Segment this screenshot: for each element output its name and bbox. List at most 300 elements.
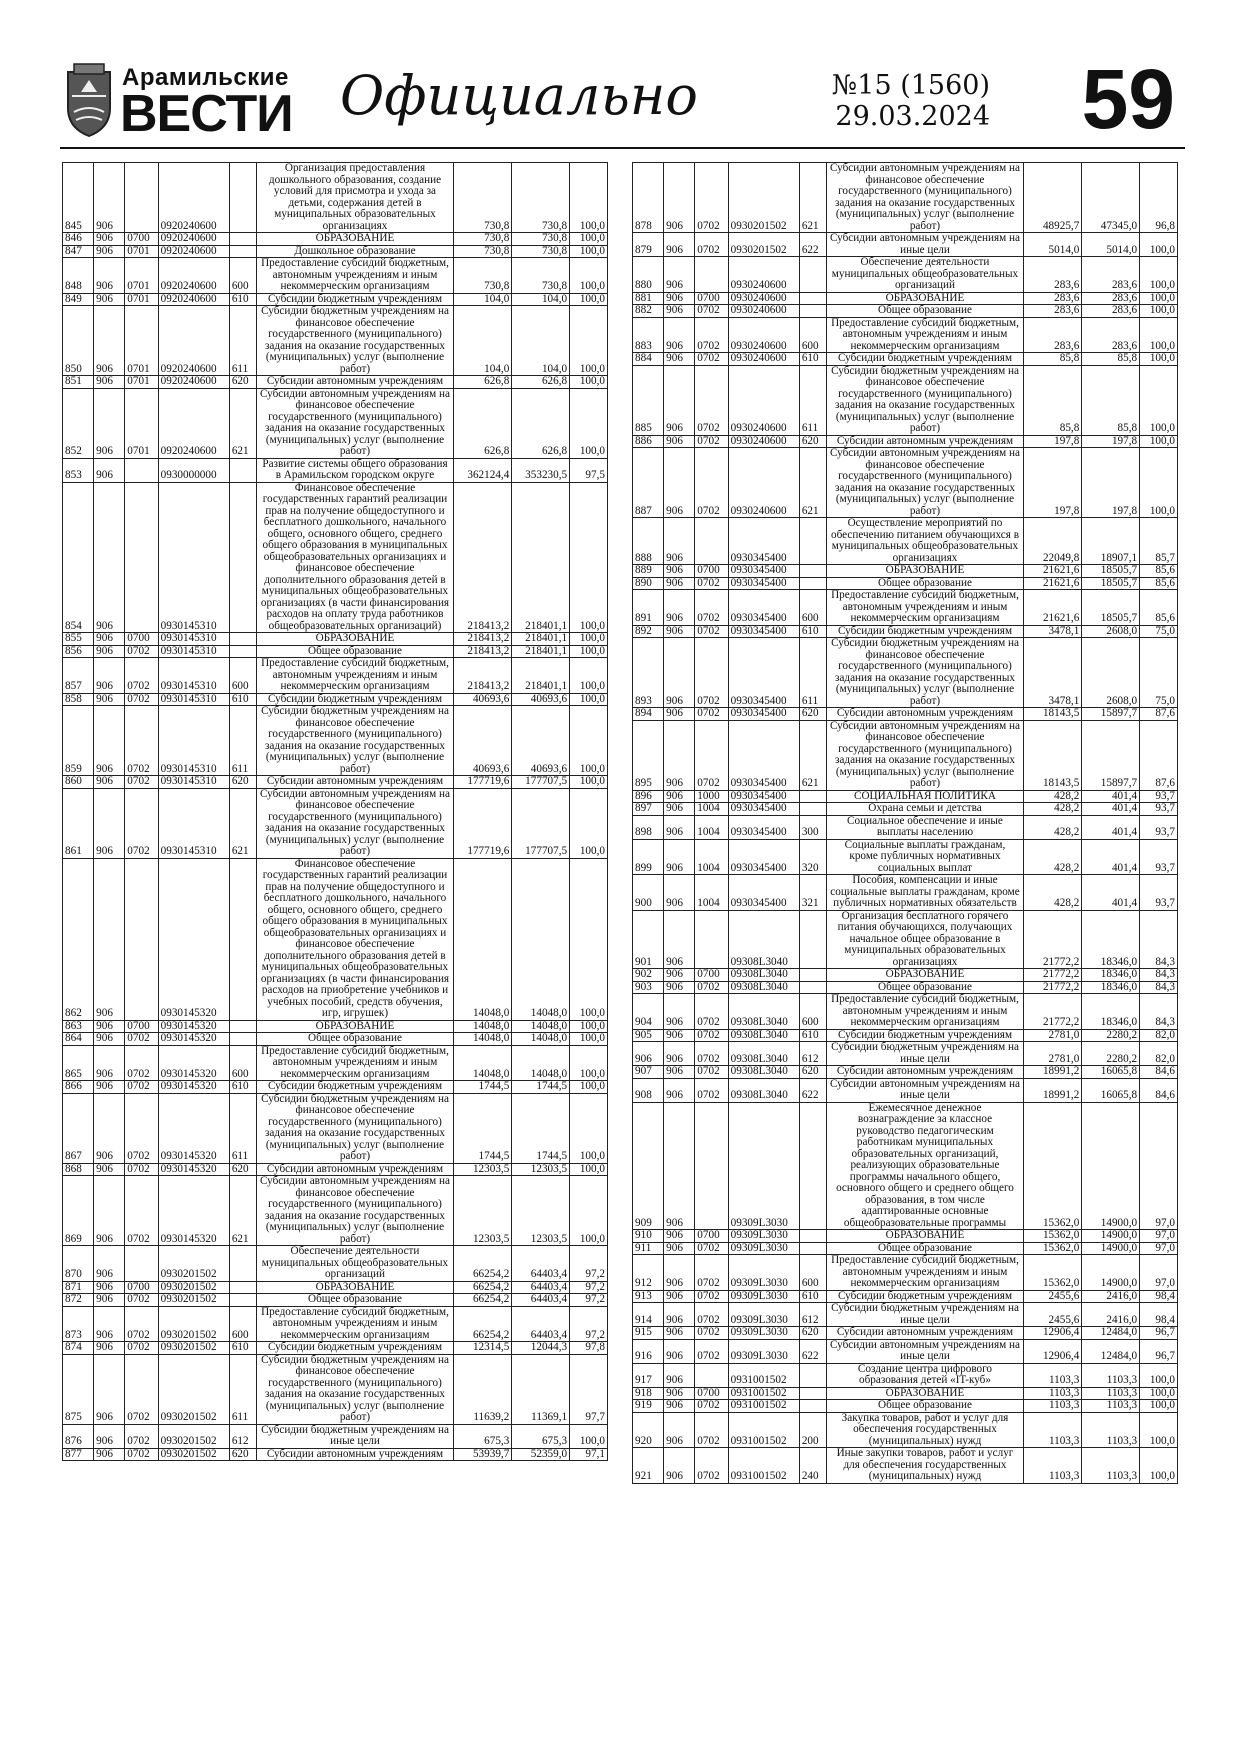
section-code: 0702: [695, 1029, 728, 1042]
target-article-code: 0920240600: [158, 306, 229, 376]
description: Осуществление мероприятий по обеспечению питанием обучающихся в муниципальных общеобразовательных организациях: [826, 518, 1024, 565]
grbs-code: 906: [664, 969, 695, 982]
grbs-code: 906: [94, 1342, 125, 1355]
row-number: 871: [63, 1281, 94, 1294]
grbs-code: 906: [94, 1354, 125, 1424]
section-code: [695, 1102, 728, 1230]
expense-type-code: 610: [799, 353, 826, 366]
percent-executed: 97,1: [570, 1448, 608, 1461]
expense-type-code: 600: [229, 658, 256, 694]
issue-number: №15 (1560): [831, 70, 990, 101]
grbs-code: 906: [664, 1387, 695, 1400]
percent-executed: 100,0: [570, 706, 608, 776]
planned-amount: 14048,0: [454, 1045, 512, 1081]
section-code: 0701: [125, 293, 158, 306]
planned-amount: 15362,0: [1024, 1230, 1082, 1243]
planned-amount: 21621,6: [1024, 577, 1082, 590]
grbs-code: 906: [664, 994, 695, 1030]
planned-amount: 1103,3: [1024, 1448, 1082, 1484]
description: Общее образование: [256, 1033, 454, 1046]
description: Субсидии бюджетным учреждениям на финансовое обеспечение государственного (муниципального) задания на оказание государственных (муниципальных) услуг (выполнение работ): [256, 306, 454, 376]
expense-type-code: 610: [799, 1029, 826, 1042]
description: Субсидии автономным учреждениям: [256, 376, 454, 389]
table-row: [633, 1242, 1178, 1255]
grbs-code: 906: [94, 858, 125, 1020]
table-row: [633, 981, 1178, 994]
row-number: 917: [633, 1363, 664, 1387]
target-article-code: 09308L3040: [728, 910, 799, 969]
percent-executed: 100,0: [1140, 435, 1178, 448]
section-code: 0701: [125, 306, 158, 376]
percent-executed: 100,0: [1140, 1412, 1178, 1448]
section-code: 0702: [695, 720, 728, 790]
target-article-code: 09309L3030: [728, 1255, 799, 1291]
section-code: [695, 518, 728, 565]
logo-line-main: ВЕСТИ: [120, 85, 293, 143]
percent-executed: 96,7: [1140, 1339, 1178, 1363]
row-number: 860: [63, 776, 94, 789]
description: Охрана семьи и детства: [826, 803, 1024, 816]
planned-amount: 40693,6: [454, 693, 512, 706]
section-code: 0702: [125, 1176, 158, 1246]
description: Субсидии бюджетным учреждениям: [826, 1029, 1024, 1042]
target-article-code: 09308L3040: [728, 1042, 799, 1066]
expense-type-code: [229, 482, 256, 633]
expense-type-code: [229, 633, 256, 646]
description: Организация бесплатного горячего питания обучающихся, получающих начальное общее образование в муниципальных образовательных организациях: [826, 910, 1024, 969]
table-row: [63, 245, 608, 258]
target-article-code: 0930201502: [158, 1294, 229, 1307]
description: Предоставление субсидий бюджетным, автономным учреждениям и иным некоммерческим организациям: [256, 1306, 454, 1342]
description: Финансовое обеспечение государственных гарантий реализации прав на получение общедоступного и бесплатного дошкольного, начального общего, основного общего, среднего общего образования в муниципальных общеобразовательных организациях и финансовое обеспечение дополнительного образования детей в муниципальных общеобразовательных организациях (в части финансирования расходов на оплату труда работников общеобразовательных организаций): [256, 482, 454, 633]
table-row: [63, 658, 608, 694]
city-crest-icon: [64, 62, 114, 138]
right-column: [632, 162, 1178, 1484]
target-article-code: 0920240600: [158, 163, 229, 233]
expense-type-code: 610: [229, 1342, 256, 1355]
planned-amount: 283,6: [1024, 317, 1082, 353]
actual-amount: 730,8: [512, 233, 570, 246]
actual-amount: 16065,8: [1082, 1066, 1140, 1079]
target-article-code: 0930345400: [728, 577, 799, 590]
row-number: 916: [633, 1339, 664, 1363]
section-code: 0702: [125, 693, 158, 706]
percent-executed: 100,0: [1140, 353, 1178, 366]
row-number: 867: [63, 1093, 94, 1163]
row-number: 920: [633, 1412, 664, 1448]
actual-amount: 12303,5: [512, 1163, 570, 1176]
planned-amount: 21772,2: [1024, 969, 1082, 982]
table-row: [633, 353, 1178, 366]
grbs-code: 906: [94, 1093, 125, 1163]
expense-type-code: [799, 1363, 826, 1387]
expense-type-code: [229, 1246, 256, 1282]
row-number: 857: [63, 658, 94, 694]
row-number: 905: [633, 1029, 664, 1042]
expense-type-code: [799, 292, 826, 305]
percent-executed: 100,0: [570, 163, 608, 233]
percent-executed: 93,7: [1140, 875, 1178, 911]
expense-type-code: [799, 1102, 826, 1230]
target-article-code: 09308L3040: [728, 1029, 799, 1042]
newspaper-logo: [64, 60, 314, 142]
planned-amount: 626,8: [454, 388, 512, 458]
grbs-code: 906: [94, 458, 125, 482]
target-article-code: 09308L3040: [728, 981, 799, 994]
actual-amount: 730,8: [512, 245, 570, 258]
target-article-code: 0930201502: [728, 233, 799, 257]
grbs-code: 906: [664, 981, 695, 994]
row-number: 873: [63, 1306, 94, 1342]
grbs-code: 906: [664, 590, 695, 626]
target-article-code: 0930145320: [158, 1093, 229, 1163]
actual-amount: 401,4: [1082, 815, 1140, 839]
percent-executed: 100,0: [1140, 257, 1178, 293]
grbs-code: 906: [94, 1020, 125, 1033]
actual-amount: 218401,1: [512, 633, 570, 646]
expense-type-code: 621: [229, 788, 256, 858]
description: Предоставление субсидий бюджетным, автономным учреждениям и иным некоммерческим организациям: [826, 994, 1024, 1030]
actual-amount: 218401,1: [512, 658, 570, 694]
grbs-code: 906: [664, 1363, 695, 1387]
row-number: 890: [633, 577, 664, 590]
description: Предоставление субсидий бюджетным, автономным учреждениям и иным некоммерческим организациям: [826, 590, 1024, 626]
planned-amount: 1103,3: [1024, 1387, 1082, 1400]
actual-amount: 104,0: [512, 306, 570, 376]
actual-amount: 14900,0: [1082, 1242, 1140, 1255]
actual-amount: 1103,3: [1082, 1412, 1140, 1448]
table-row: [633, 233, 1178, 257]
section-code: 0701: [125, 376, 158, 389]
table-row: [633, 435, 1178, 448]
description: Общее образование: [826, 305, 1024, 318]
expense-type-code: [799, 305, 826, 318]
row-number: 851: [63, 376, 94, 389]
section-code: 0702: [695, 1290, 728, 1303]
planned-amount: 283,6: [1024, 305, 1082, 318]
row-number: 863: [63, 1020, 94, 1033]
row-number: 869: [63, 1176, 94, 1246]
percent-executed: 84,3: [1140, 981, 1178, 994]
actual-amount: 64403,4: [512, 1294, 570, 1307]
actual-amount: 218401,1: [512, 645, 570, 658]
description: Субсидии автономным учреждениям на финансовое обеспечение государственного (муниципального) задания на оказание государственных (муниципальных) услуг (выполнение работ): [256, 1176, 454, 1246]
planned-amount: 2455,6: [1024, 1290, 1082, 1303]
percent-executed: 93,7: [1140, 815, 1178, 839]
header-divider: [60, 147, 1185, 149]
planned-amount: 197,8: [1024, 448, 1082, 518]
section-code: 0700: [125, 633, 158, 646]
grbs-code: 906: [664, 1327, 695, 1340]
expense-type-code: [799, 577, 826, 590]
planned-amount: 14048,0: [454, 858, 512, 1020]
table-row: [63, 1045, 608, 1081]
section-code: 0702: [695, 353, 728, 366]
percent-executed: 100,0: [1140, 1387, 1178, 1400]
target-article-code: 0920240600: [158, 293, 229, 306]
expense-type-code: [229, 1033, 256, 1046]
actual-amount: 15897,7: [1082, 720, 1140, 790]
grbs-code: 906: [664, 910, 695, 969]
table-row: [633, 1412, 1178, 1448]
row-number: 885: [633, 365, 664, 435]
page-number: 59: [1081, 52, 1175, 146]
expense-type-code: 600: [799, 1255, 826, 1291]
expense-type-code: [229, 233, 256, 246]
section-code: 0702: [125, 706, 158, 776]
description: Субсидии бюджетным учреждениям: [826, 625, 1024, 638]
target-article-code: 0931001502: [728, 1363, 799, 1387]
actual-amount: 18346,0: [1082, 969, 1140, 982]
logo-line-top: Арамильские: [122, 64, 289, 91]
target-article-code: 09308L3040: [728, 1078, 799, 1102]
table-row: [633, 1042, 1178, 1066]
table-row: [633, 969, 1178, 982]
target-article-code: 0930000000: [158, 458, 229, 482]
planned-amount: 66254,2: [454, 1281, 512, 1294]
actual-amount: 104,0: [512, 293, 570, 306]
actual-amount: 16065,8: [1082, 1078, 1140, 1102]
section-code: 0702: [125, 788, 158, 858]
percent-executed: 100,0: [570, 1093, 608, 1163]
grbs-code: 906: [94, 1176, 125, 1246]
percent-executed: 100,0: [1140, 1400, 1178, 1413]
actual-amount: 14900,0: [1082, 1102, 1140, 1230]
grbs-code: 906: [94, 482, 125, 633]
actual-amount: 197,8: [1082, 448, 1140, 518]
actual-amount: 675,3: [512, 1424, 570, 1448]
expense-type-code: 610: [229, 293, 256, 306]
description: Субсидии автономным учреждениям: [256, 776, 454, 789]
section-code: 0700: [125, 233, 158, 246]
table-row: [63, 163, 608, 233]
percent-executed: 85,7: [1140, 518, 1178, 565]
row-number: 900: [633, 875, 664, 911]
percent-executed: 85,6: [1140, 565, 1178, 578]
grbs-code: 906: [94, 388, 125, 458]
section-code: 0702: [695, 994, 728, 1030]
grbs-code: 906: [94, 376, 125, 389]
planned-amount: 218413,2: [454, 633, 512, 646]
description: Субсидии автономным учреждениям на иные цели: [826, 233, 1024, 257]
row-number: 919: [633, 1400, 664, 1413]
expense-type-code: 622: [799, 233, 826, 257]
percent-executed: 100,0: [570, 1163, 608, 1176]
expense-type-code: [229, 1294, 256, 1307]
target-article-code: 0930240600: [728, 317, 799, 353]
table-row: [63, 1294, 608, 1307]
percent-executed: 97,2: [570, 1281, 608, 1294]
expense-type-code: 600: [229, 1045, 256, 1081]
expense-type-code: 600: [799, 590, 826, 626]
target-article-code: 0930145310: [158, 658, 229, 694]
section-code: 0700: [125, 1020, 158, 1033]
expense-type-code: 600: [799, 994, 826, 1030]
row-number: 864: [63, 1033, 94, 1046]
planned-amount: 428,2: [1024, 815, 1082, 839]
row-number: 914: [633, 1303, 664, 1327]
planned-amount: 1744,5: [454, 1081, 512, 1094]
planned-amount: 104,0: [454, 306, 512, 376]
percent-executed: 100,0: [570, 245, 608, 258]
table-row: [633, 1339, 1178, 1363]
row-number: 855: [63, 633, 94, 646]
expense-type-code: [799, 1400, 826, 1413]
row-number: 856: [63, 645, 94, 658]
target-article-code: 0930345400: [728, 815, 799, 839]
actual-amount: 12484,0: [1082, 1339, 1140, 1363]
grbs-code: 906: [664, 1290, 695, 1303]
description: Обеспечение деятельности муниципальных общеобразовательных организаций: [256, 1246, 454, 1282]
row-number: 883: [633, 317, 664, 353]
table-row: [633, 448, 1178, 518]
row-number: 884: [633, 353, 664, 366]
row-number: 875: [63, 1354, 94, 1424]
section-code: 1000: [695, 790, 728, 803]
percent-executed: 100,0: [570, 306, 608, 376]
expense-type-code: 612: [799, 1303, 826, 1327]
description: ОБРАЗОВАНИЕ: [256, 1281, 454, 1294]
planned-amount: 283,6: [1024, 257, 1082, 293]
planned-amount: 730,8: [454, 258, 512, 294]
grbs-code: 906: [94, 1281, 125, 1294]
table-row: [63, 233, 608, 246]
grbs-code: 906: [94, 1294, 125, 1307]
description: Общее образование: [826, 1242, 1024, 1255]
target-article-code: 0930145320: [158, 1163, 229, 1176]
section-code: 0702: [695, 1078, 728, 1102]
planned-amount: 21772,2: [1024, 981, 1082, 994]
description: ОБРАЗОВАНИЕ: [826, 292, 1024, 305]
percent-executed: 96,8: [1140, 163, 1178, 233]
table-row: [633, 1255, 1178, 1291]
planned-amount: 12303,5: [454, 1163, 512, 1176]
row-number: 911: [633, 1242, 664, 1255]
table-row: [633, 163, 1178, 233]
description: Субсидии бюджетным учреждениям на финансовое обеспечение государственного (муниципального) задания на оказание государственных (муниципальных) услуг (выполнение работ): [256, 1093, 454, 1163]
section-code: 0702: [695, 1412, 728, 1448]
target-article-code: 0930345400: [728, 875, 799, 911]
table-row: [63, 1033, 608, 1046]
row-number: 852: [63, 388, 94, 458]
actual-amount: 1103,3: [1082, 1387, 1140, 1400]
grbs-code: 906: [664, 790, 695, 803]
actual-amount: 730,8: [512, 258, 570, 294]
table-row: [633, 1066, 1178, 1079]
actual-amount: 85,8: [1082, 365, 1140, 435]
left-column: [62, 162, 608, 1461]
grbs-code: 906: [664, 720, 695, 790]
expense-type-code: 600: [229, 1306, 256, 1342]
row-number: 850: [63, 306, 94, 376]
row-number: 882: [633, 305, 664, 318]
percent-executed: 100,0: [570, 376, 608, 389]
row-number: 879: [633, 233, 664, 257]
percent-executed: 97,0: [1140, 1242, 1178, 1255]
section-code: 0702: [125, 1424, 158, 1448]
expense-type-code: 620: [229, 376, 256, 389]
percent-executed: 100,0: [570, 858, 608, 1020]
actual-amount: 18505,7: [1082, 577, 1140, 590]
row-number: 845: [63, 163, 94, 233]
actual-amount: 197,8: [1082, 435, 1140, 448]
row-number: 901: [633, 910, 664, 969]
grbs-code: 906: [664, 1102, 695, 1230]
actual-amount: 1744,5: [512, 1093, 570, 1163]
section-code: 0702: [695, 365, 728, 435]
planned-amount: 1103,3: [1024, 1412, 1082, 1448]
actual-amount: 18505,7: [1082, 590, 1140, 626]
percent-executed: 100,0: [1140, 1363, 1178, 1387]
planned-amount: 21772,2: [1024, 994, 1082, 1030]
actual-amount: 2608,0: [1082, 625, 1140, 638]
row-number: 893: [633, 638, 664, 708]
table-row: [633, 1303, 1178, 1327]
grbs-code: 906: [664, 1230, 695, 1243]
table-row: [633, 365, 1178, 435]
section-code: 0702: [125, 1093, 158, 1163]
issue-date: 29.03.2024: [835, 101, 990, 132]
description: Предоставление субсидий бюджетным, автономным учреждениям и иным некоммерческим организациям: [256, 258, 454, 294]
budget-table-right: [632, 162, 1178, 1484]
grbs-code: 906: [664, 1242, 695, 1255]
description: Субсидии бюджетным учреждениям на иные цели: [256, 1424, 454, 1448]
planned-amount: 5014,0: [1024, 233, 1082, 257]
planned-amount: 362124,4: [454, 458, 512, 482]
percent-executed: 100,0: [1140, 292, 1178, 305]
section-code: 0702: [695, 638, 728, 708]
grbs-code: 906: [664, 708, 695, 721]
target-article-code: 0930240600: [728, 448, 799, 518]
percent-executed: 100,0: [570, 1176, 608, 1246]
description: ОБРАЗОВАНИЕ: [256, 1020, 454, 1033]
section-code: 0702: [695, 590, 728, 626]
planned-amount: 18991,2: [1024, 1066, 1082, 1079]
planned-amount: 3478,1: [1024, 638, 1082, 708]
row-number: 921: [633, 1448, 664, 1484]
percent-executed: 97,7: [570, 1354, 608, 1424]
planned-amount: 12906,4: [1024, 1327, 1082, 1340]
expense-type-code: [229, 1281, 256, 1294]
expense-type-code: 620: [229, 776, 256, 789]
description: Субсидии бюджетным учреждениям: [256, 1081, 454, 1094]
expense-type-code: 621: [229, 1176, 256, 1246]
description: Пособия, компенсации и иные социальные выплаты гражданам, кроме публичных нормативных обязательств: [826, 875, 1024, 911]
table-row: [633, 1078, 1178, 1102]
table-row: [63, 376, 608, 389]
target-article-code: 0930345400: [728, 839, 799, 875]
grbs-code: 906: [664, 1448, 695, 1484]
grbs-code: 906: [94, 788, 125, 858]
description: Субсидии бюджетным учреждениям: [826, 1290, 1024, 1303]
target-article-code: 0930201502: [158, 1424, 229, 1448]
expense-type-code: [229, 858, 256, 1020]
section-code: 0702: [695, 448, 728, 518]
percent-executed: 97,0: [1140, 1255, 1178, 1291]
actual-amount: 177707,5: [512, 788, 570, 858]
percent-executed: 87,6: [1140, 708, 1178, 721]
target-article-code: 0930201502: [158, 1342, 229, 1355]
row-number: 915: [633, 1327, 664, 1340]
grbs-code: 906: [664, 1078, 695, 1102]
description: Предоставление субсидий бюджетным, автономным учреждениям и иным некоммерческим организациям: [256, 1045, 454, 1081]
actual-amount: 283,6: [1082, 317, 1140, 353]
row-number: 909: [633, 1102, 664, 1230]
target-article-code: 0930201502: [728, 163, 799, 233]
description: Обеспечение деятельности муниципальных общеобразовательных организаций: [826, 257, 1024, 293]
target-article-code: 0920240600: [158, 233, 229, 246]
planned-amount: 2781,0: [1024, 1029, 1082, 1042]
